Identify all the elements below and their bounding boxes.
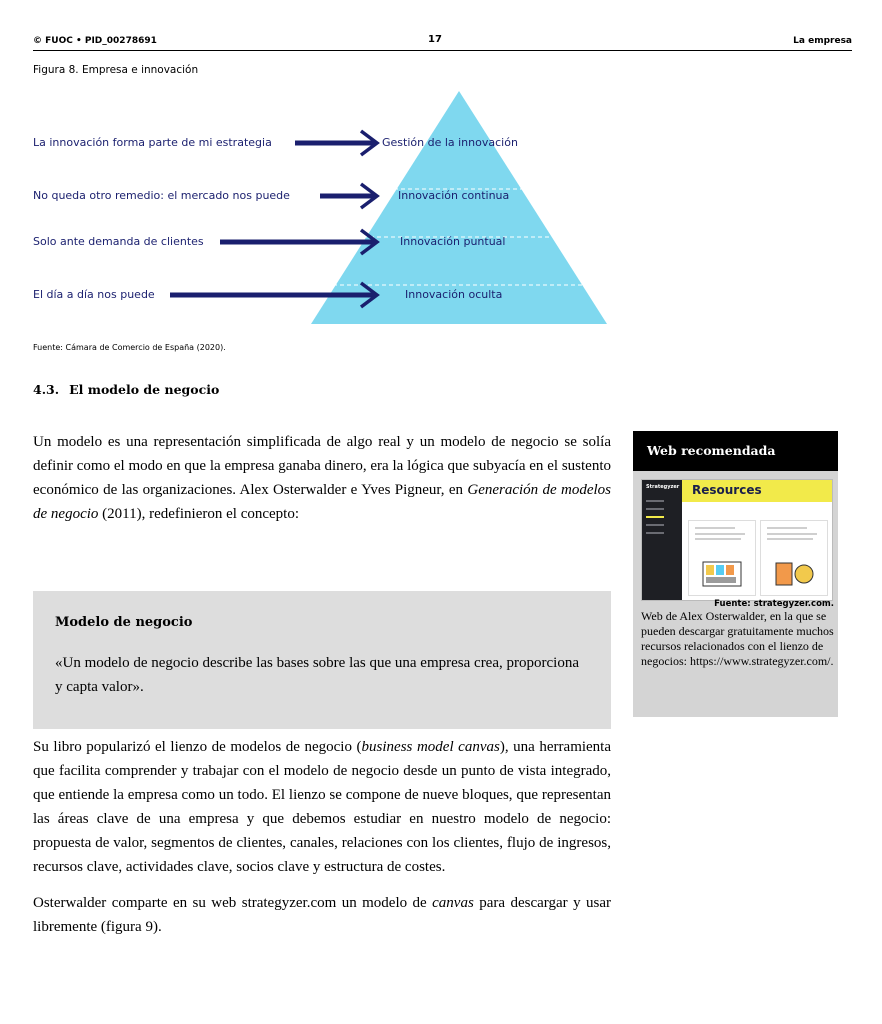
page-number: 17 bbox=[428, 34, 442, 45]
sidebar-header: Web recomendada bbox=[633, 431, 838, 471]
section-title: El modelo de negocio bbox=[69, 382, 220, 397]
definition-title: Modelo de negocio bbox=[55, 615, 193, 630]
sidebar-source: Fuente: strategyzer.com. bbox=[714, 599, 834, 609]
page-header bbox=[33, 36, 852, 50]
header-section: La empresa bbox=[793, 36, 852, 46]
figure-row-label: Solo ante demanda de clientes bbox=[33, 235, 204, 248]
recommended-web-sidebar bbox=[633, 431, 838, 717]
sidebar-body bbox=[633, 471, 838, 717]
arrow-2 bbox=[320, 184, 377, 208]
definition-text: «Un modelo de negocio describe las bases sobre las que una empresa crea, proporciona y capta valor». bbox=[55, 655, 579, 695]
body-paragraph: Un modelo es una representación simplificada de algo real y un modelo de negocio se solía definir como el modo en que la empresa ganaba dinero, era la lógica que subyacía en el sustento económico de las organizaciones. Alex Osterwalder e Yves Pigneur, en Generación de modelos de negocio (2011), redefinieron el concepto: bbox=[33, 434, 611, 522]
screenshot-sidebar bbox=[642, 480, 682, 600]
section-number: 4.3. bbox=[33, 382, 60, 397]
figure-row-label: El día a día nos puede bbox=[33, 288, 155, 301]
pyramid-tier-label: Innovación oculta bbox=[405, 288, 503, 301]
figure-source: Fuente: Cámara de Comercio de España (2020). bbox=[33, 343, 226, 352]
header-publisher: © FUOC • PID_00278691 bbox=[33, 36, 157, 46]
canvas-thumbnail-icon bbox=[702, 561, 742, 587]
screenshot-heading: Resources bbox=[692, 483, 762, 497]
screenshot-logo: Strategyzer bbox=[646, 484, 680, 490]
figure-row-label: La innovación forma parte de mi estrategia bbox=[33, 136, 272, 149]
sidebar-description: Web de Alex Osterwalder, en la que se pueden descargar gratuitamente muchos recursos relacionados con el lienzo de negocios: https://www.strategyzer.com/. bbox=[641, 609, 834, 668]
pyramid-tier-label: Innovación continua bbox=[398, 189, 510, 202]
website-screenshot bbox=[641, 479, 833, 601]
arrow-1 bbox=[295, 131, 377, 155]
definition-box bbox=[33, 591, 611, 729]
header-rule bbox=[33, 50, 852, 51]
body-paragraph: Su libro popularizó el lienzo de modelos de negocio (business model canvas), una herramienta que facilita comprender y trabajar con el modelo de negocio desde un punto de vista integrado, que entiende la empresa como un todo. El lienzo se compone de nueve bloques, que representan las áreas clave de una empresa y que debemos estudiar en nuestro modelo de negocio: propuesta de valor, segmentos de clientes, canales, relaciones con los clientes, flujo de ingresos, recursos clave, actividades clave, socios clave y estructura de costes. bbox=[33, 739, 612, 875]
pyramid-tier-label: Gestión de la innovación bbox=[382, 136, 518, 149]
arrow-3 bbox=[220, 230, 377, 254]
innovation-pyramid-figure bbox=[30, 88, 630, 328]
screenshot-banner bbox=[682, 480, 832, 502]
figure-caption: Figura 8. Empresa e innovación bbox=[33, 64, 199, 76]
screenshot-card bbox=[760, 520, 828, 596]
figure-row-label: No queda otro remedio: el mercado nos puede bbox=[33, 189, 290, 202]
value-proposition-icon bbox=[774, 561, 814, 587]
pyramid-tier-label: Innovación puntual bbox=[400, 235, 506, 248]
section-heading bbox=[33, 382, 219, 397]
screenshot-card bbox=[688, 520, 756, 596]
body-paragraph: Osterwalder comparte en su web strategyzer.com un modelo de canvas para descargar y usar libremente (figura 9). bbox=[33, 895, 611, 935]
